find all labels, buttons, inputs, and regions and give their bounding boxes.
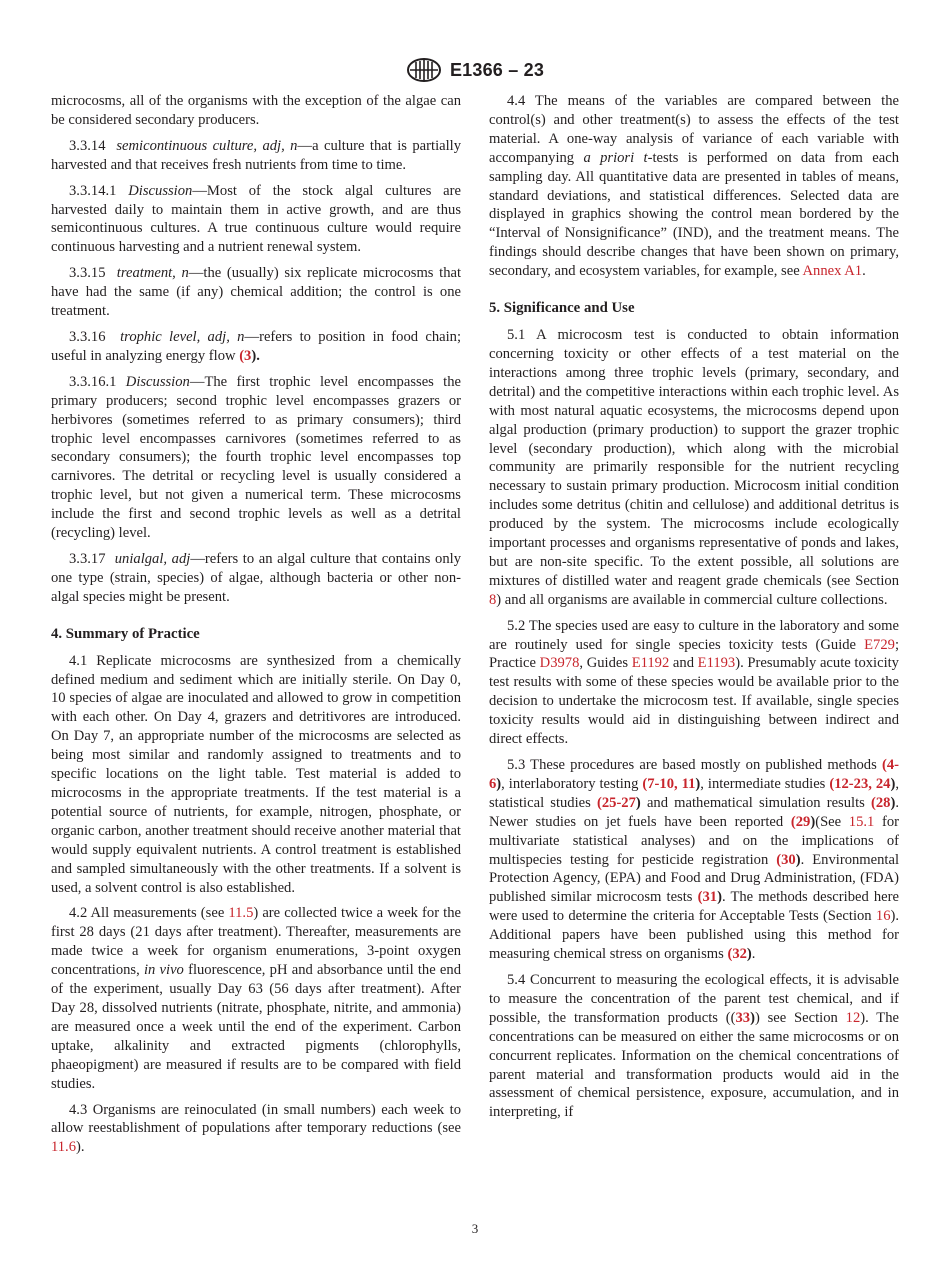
paragraph-5-1: 5.1 A microcosm test is conducted to obtain information concerning toxicity or other effects of a test material on the interactions among three trophic levels (primary, secondary, and detrital) and the competitive interactions within each trophic level. As with most natural aquatic ecosystems, the microcosms depend upon algal production (primary production) to support the grazer trophic level (secondary production), which along with the microbial community are primarily responsible for the nutrient recycling necessary to sustain primary production. Microcosm initial condition includes some detritus (chitin and cellulose) and additional detritus is produced by the system. The microcosms include ecologically important processes and organisms representative of ponds and lakes, but are non-site specific. To the extent possible, all solutions are mixtures of distilled water and reagent grade chemicals (see Section 8) and all organisms are available in commercial culture collections. bbox=[489, 327, 899, 608]
reference-link[interactable]: (3 bbox=[239, 347, 252, 364]
section-link[interactable]: 11.5 bbox=[228, 905, 254, 922]
standard-link[interactable]: E1192 bbox=[631, 655, 670, 672]
paragraph-5-3: 5.3 These procedures are based mostly on published methods (4-6), interlaboratory testing (7-10, 11), intermediate studies (12-23, 24), statistical studies (25-27) and mathematical simulation results (28). Newer studies on jet fuels have been reported (29)(See 15.1 for multivariate statistical analyses) and on the implications of multispecies testing for pesticide registration (30). Environmental Protection Agency, (EPA) and Food and Drug Administration, (FDA) published similar microcosm tests (31). The methods described here were used to determine the criteria for Acceptable Tests (Section 16). Additional papers have been published using this method for measuring chemical stress on organisms (32). bbox=[489, 757, 900, 963]
page-header bbox=[0, 56, 950, 84]
section-5-heading: 5. Significance and Use bbox=[489, 300, 635, 317]
section-link[interactable]: 15.1 bbox=[848, 813, 875, 830]
section-link[interactable]: 8 bbox=[489, 591, 497, 608]
paragraph-5-4: 5.4 Concurrent to measuring the ecological effects, it is advisable to measure the concentration of the parent test chemical, and if possible, the transformation products ((33)) see Section 12). The concentrations can be measured on either the same microcosms or on concurrent replicates. Information on the chemical concentrations of parent material and transformation products would aid in the assessment of chemical persistence, exposure, accumulation, and in interpreting, if bbox=[489, 971, 899, 1121]
reference-link[interactable]: (28 bbox=[871, 794, 891, 811]
paragraph-3-3-16-1: 3.3.16.1 Discussion—The first trophic level encompasses the primary producers; second trophic level encompasses grazers or herbivores (sometimes referred to as primary consumers); third trophic level encompasses carnivores (sometimes referred to as secondary consumers); the fourth trophic level encompasses top carnivores. The detrital or recycling level is usually considered a trophic level, but not given a numerical term. These microcosms include the first and second trophic levels as well as a detrital (recycling) level. bbox=[51, 373, 462, 542]
paragraph-3-3-14-1: 3.3.14.1 Discussion—Most of the stock algal cultures are harvested daily to maintain them in active growth, and are thus semicontinuous cultures. A true continuous culture would require continuous harvesting and a nutrient renewal system. bbox=[51, 182, 462, 256]
astm-logo-icon bbox=[406, 57, 442, 83]
reference-link[interactable]: (31 bbox=[697, 889, 718, 906]
standard-designation: E1366 – 23 bbox=[449, 59, 545, 80]
paragraph-4-1: 4.1 Replicate microcosms are synthesized from a chemically defined medium and sediment which are initially sterile. On Day 0, 10 species of algae are inoculated and allowed to grow in competition with each other. On Day 4, grazers and detritivores are introduced. On Day 7, an appropriate number of the microcosms are selected as being most similar and randomly assigned to treatments and to specific locations on the light table. Test material is added to microcosms in the appropriate treatments. If the test material is a potential source of nutrients, for example, nitrogen, phosphate, or organic carbon, another treatment should receive another material that would supply equivalent nutrients. A control treatment is established and sampled simultaneously with the other treatments. If a solvent is used, a solvent control is also established. bbox=[51, 652, 461, 896]
reference-link[interactable]: (29 bbox=[790, 813, 811, 830]
standard-link[interactable]: D3978 bbox=[539, 655, 580, 672]
paragraph-3-3-16: 3.3.16 trophic level, adj, n—refers to position in food chain; useful in analyzing energy flow (3). bbox=[51, 328, 462, 364]
standard-link[interactable]: E1193 bbox=[697, 655, 736, 672]
reference-link[interactable]: (25-27 bbox=[596, 794, 636, 811]
paragraph-3-3-14: 3.3.14 semicontinuous culture, adj, n—a culture that is partially harvested and that receives fresh nutrients from time to time. bbox=[51, 137, 462, 173]
reference-link[interactable]: 33 bbox=[735, 1009, 751, 1026]
standard-link[interactable]: E729 bbox=[864, 636, 895, 653]
right-column bbox=[489, 92, 899, 1129]
paragraph-3-3-17: 3.3.17 unialgal, adj—refers to an algal culture that contains only one type (strain, species) of algae, although bacteria or other non-algal species might be present. bbox=[51, 550, 461, 605]
paragraph-4-3: 4.3 Organisms are reinoculated (in small numbers) each week to allow reestablishment of populations after temporary reductions (see 11.6). bbox=[51, 1101, 461, 1156]
reference-link[interactable]: (32 bbox=[727, 946, 747, 963]
reference-link[interactable]: (12-23, 24 bbox=[829, 775, 891, 792]
annex-link[interactable]: Annex A1 bbox=[802, 263, 863, 280]
page-number: 3 bbox=[471, 1221, 479, 1236]
paragraph-5-2: 5.2 The species used are easy to culture in the laboratory and some are routinely used for single species toxicity tests (Guide E729; Practice D3978, Guides E1192 and E1193). Presumably acute toxicity test results with some of these species would be available prior to the decision to undertake the microcosm test. If available, single species toxicity results would aid in distinguishing between indirect and direct effects. bbox=[489, 617, 899, 748]
paragraph-3-3-15: 3.3.15 treatment, n—the (usually) six replicate microcosms that have had the same (if any) chemical addition; the control is one treatment. bbox=[51, 265, 462, 320]
paragraph-4-4: 4.4 The means of the variables are compared between the control(s) and other treatment(s) to assess the effects of the test material. A one-way analysis of variance of each variable with accompanying a priori t-tests is performed on data from each sampling day. All quantitative data are presented in tables of means, standard deviations, and statistical differences. Selected data are displayed in graphics showing the control mean bordered by the “Interval of Nonsignificance” (IND), and the treatment means. The findings should describe changes that have been shown on primary, secondary, and ecosystem variables, for example, see Annex A1. bbox=[489, 93, 899, 280]
paragraph-4-2: 4.2 All measurements (see 11.5) are collected twice a week for the first 28 days (21 days after treatment). Thereafter, measurements are made twice a week for organism enumerations, 3-point oxygen concentrations, in vivo fluorescence, pH and absorbance until the end of the experiment, usually Day 63 (56 days after treatment). After Day 28, dissolved nutrients (nitrate, phosphate, nitrite, and ammonia) are measured once a week until the end of the experiment. Carbon uptake, alkalinity and extracted pigments (chlorophylls, phaeopigment) are measured if results are to be compared with field studies. bbox=[51, 905, 461, 1092]
section-link[interactable]: 11.6 bbox=[51, 1139, 76, 1156]
left-column bbox=[51, 92, 461, 1164]
section-link[interactable]: 12 bbox=[845, 1009, 861, 1026]
paragraph-3-3-13-continued: microcosms, all of the organisms with the exception of the algae can be considered secondary producers. bbox=[51, 93, 461, 128]
section-link[interactable]: 16 bbox=[875, 908, 891, 925]
section-4-heading: 4. Summary of Practice bbox=[51, 625, 200, 642]
reference-link[interactable]: (4-6 bbox=[489, 757, 899, 792]
reference-link[interactable]: (30 bbox=[776, 851, 796, 868]
reference-link[interactable]: (7-10, 11 bbox=[642, 775, 696, 792]
